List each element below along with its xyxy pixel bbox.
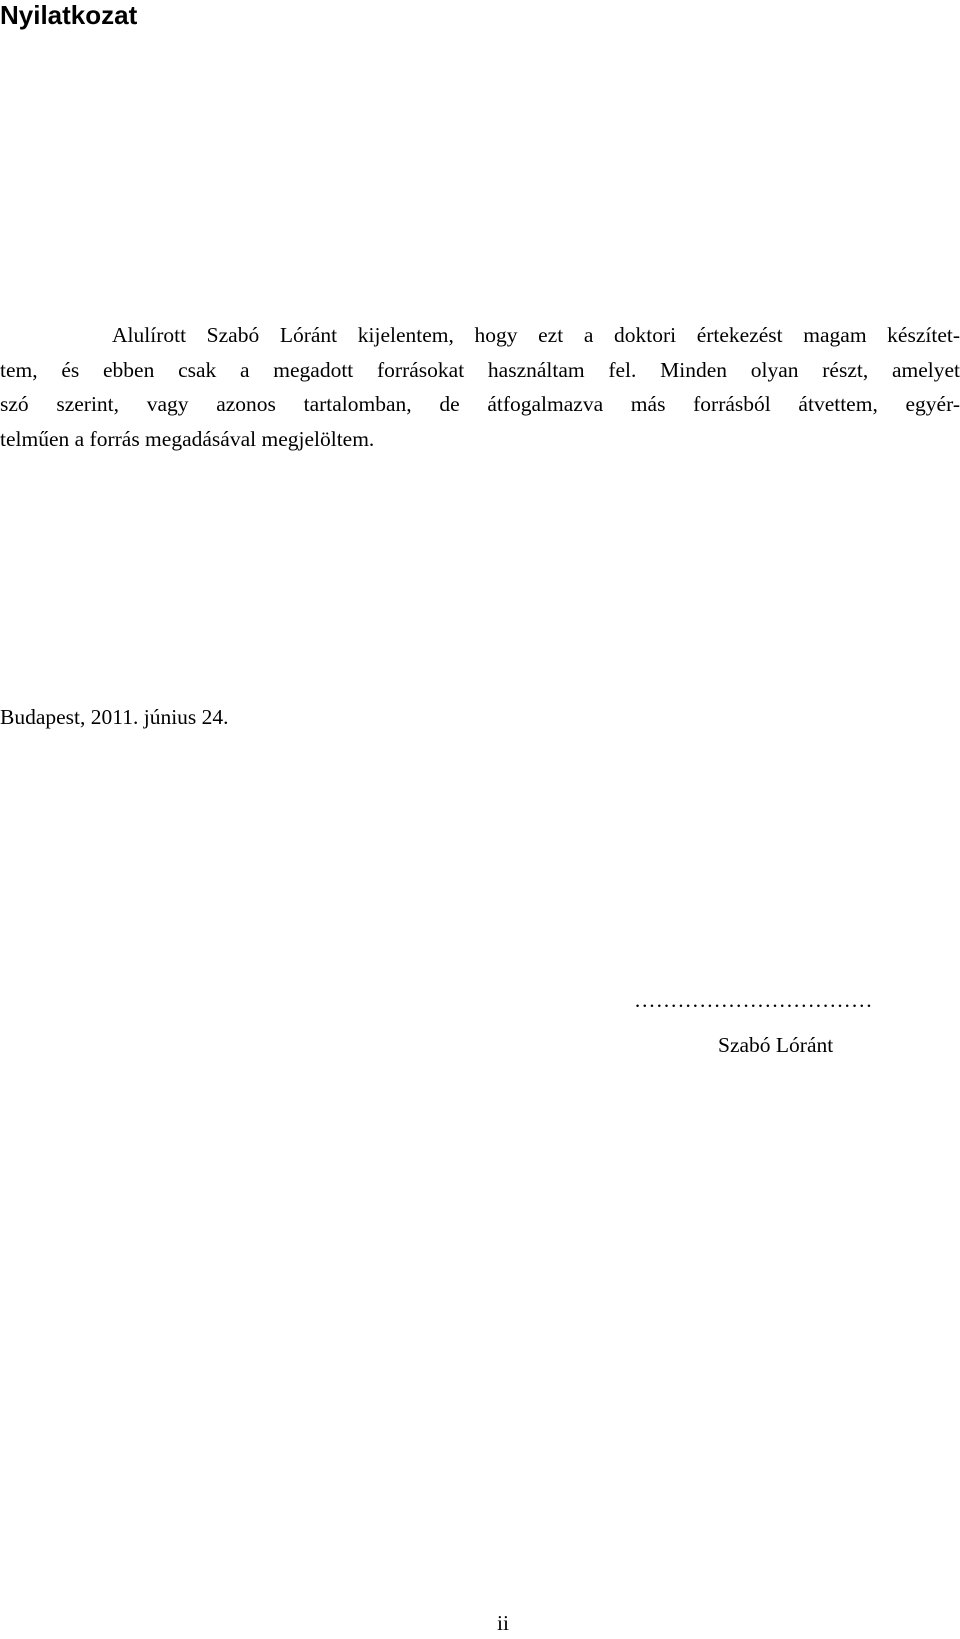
paragraph-line: tem, és ebben csak a megadott forrásokat használtam fel. Minden olyan részt, amelyet: [0, 357, 960, 382]
page-number: ii: [497, 1611, 509, 1635]
paragraph-line: telműen a forrás megadásával megjelöltem.: [0, 426, 375, 451]
signature-line: ……………………………: [634, 988, 873, 1012]
paragraph-line: szó szerint, vagy azonos tartalomban, de átfogalmazva más forrásból átvettem, egyér-: [0, 392, 960, 416]
paragraph-line: Alulírott Szabó Lóránt kijelentem, hogy ezt a doktori értekezést magam készítet-: [112, 323, 960, 347]
place-and-date: Budapest, 2011. június 24.: [0, 705, 229, 729]
signer-name: Szabó Lóránt: [718, 1033, 834, 1057]
page-title: Nyilatkozat: [0, 0, 138, 30]
declaration-paragraph: [0, 318, 960, 456]
